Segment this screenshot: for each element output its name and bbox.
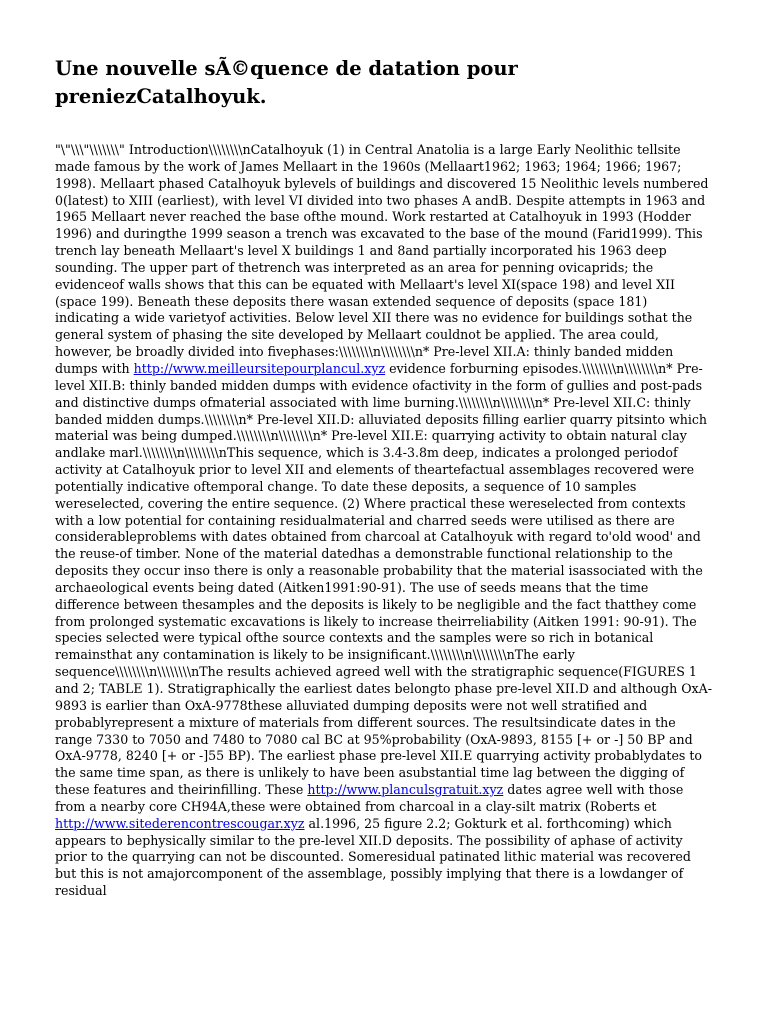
link-meilleursitepourplancul[interactable]: http://www.meilleursitepourplancul.xyz bbox=[133, 360, 386, 376]
link-planculsgratuit[interactable]: http://www.planculsgratuit.xyz bbox=[307, 782, 504, 798]
document-body bbox=[55, 142, 715, 900]
body-text-segment: al.1996, 25 figure 2.2; Gokturk et al. forthcoming) which appears to bephysically similar to the pre-level XII.D deposits. The possibility of aphase of activity prior to the quarrying can not be discounted. Someresidual patinated lithic material was recovered but this is not amajorcomponent of the assemblage, possibly implying that there is a lowdanger of residual bbox=[55, 815, 691, 899]
link-sitederencontrescougar[interactable]: http://www.sitederencontrescougar.xyz bbox=[55, 815, 305, 831]
document-page bbox=[55, 55, 715, 900]
document-title: Une nouvelle sÃ©quence de datation pour preniezCatalhoyuk. bbox=[55, 57, 518, 108]
body-text-segment: "\"\\\"\\\\\\\" Introduction\\\\\\\\nCatalhoyuk (1) in Central Anatolia is a large Early Neolithic tellsite made famous by the work of James Mellaart in the 1960s (Mellaart1962; 1963; 1964; 1966; 1967; 1998). Mellaart phased Catalhoyuk bylevels of buildings and discovered 15 Neolithic levels numbered 0(latest) to XIII (earliest), with level VI divided into two phases A andB. Despite attempts in 1963 and 1965 Mellaart never reached the base ofthe mound. Work restarted at Catalhoyuk in 1993 (Hodder 1996) and duringthe 1999 season a trench was excavated to the base of the mound (Farid1999). This trench lay beneath Mellaart's level X buildings 1 and 8and partially incorporated his 1963 deep sounding. The upper part of thetrench was interpreted as an area for penning ovicaprids; the evidenceof walls shows that this can be equated with Mellaart's level XI(space 198) and level XII (space 199). Beneath these deposits there wasan extended sequence of deposits (space 181) indicating a wide varietyof activities. Below level XII there was no evidence for buildings sothat the general system of phasing the site developed by Mellaart couldnot be applied. The area could, however, be broadly divided into fivephases:\\\\\\\\n\\\\\\\\n* Pre-level XII.A: thinly banded midden dumps with bbox=[55, 142, 709, 376]
body-text-segment: evidence forburning episodes.\\\\\\\\n\\\\\\\\n* Pre-level XII.B: thinly banded midden dumps with evidence ofactivity in the form of gullies and post-pads and distinctive dumps ofmaterial associated with lime burning.\\\\\\\\n\\\\\\\\n* Pre-level XII.C: thinly banded midden dumps.\\\\\\\\n* Pre-level XII.D: alluviated deposits filling earlier quarry pitsinto which material was being dumped.\\\\\\\\n\\\\\\\\n* Pre-level XII.E: quarrying activity to obtain natural clay andlake marl.\\\\\\\\n\\\\\\\\nThis sequence, which is 3.4-3.8m deep, indicates a prolonged periodof activity at Catalhoyuk prior to level XII and elements of theartefactual assemblages recovered were potentially indicative oftemporal change. To date these deposits, a sequence of 10 samples wereselected, covering the entire sequence. (2) Where practical these wereselected from contexts with a low potential for containing residualmaterial and charred seeds were utilised as there are considerableproblems with dates obtained from charcoal at Catalhoyuk with regard to'old wood' and the reuse-of timber. None of the material datedhas a demonstrable functional relationship to the deposits they occur inso there is only a reasonable probability that the material isassociated with the archaeological events being dated (Aitken1991:90-91). The use of seeds means that the time difference between thesamples and the deposits is likely to be negligible and the fact thatthey come from prolonged systematic excavations is likely to increase theirreliability (Aitken 1991: 90-91). The species selected were typical ofthe source contexts and the samples were so rich in botanical remainsthat any contamination is likely to be insignificant.\\\\\\\\n\\\\\\\\nThe early sequence\\\\\\\\n\\\\\\\\nThe results achieved agreed well with the stratigraphic sequence(FIGURES 1 and 2; TABLE 1). Stratigraphically the earliest dates belongto phase pre-level XII.D and although OxA-9893 is earlier than OxA-9778these alluviated dumping deposits were not well stratified and probablyrepresent a mixture of materials from different sources. The resultsindicate dates in the range 7330 to 7050 and 7480 to 7080 cal BC at 95%probability (OxA-9893, 8155 [+ or -] 50 BP and OxA-9778, 8240 [+ or -]55 BP). The earliest phase pre-level XII.E quarrying activity probablydates to the same time span, as there is unlikely to have been asubstantial time lag between the digging of these features and theirinfilling. These bbox=[55, 360, 712, 798]
body-text-segment: dates agree well with those from a nearby core CH94A,these were obtained from charcoal in a clay-silt matrix (Roberts et bbox=[55, 782, 684, 814]
